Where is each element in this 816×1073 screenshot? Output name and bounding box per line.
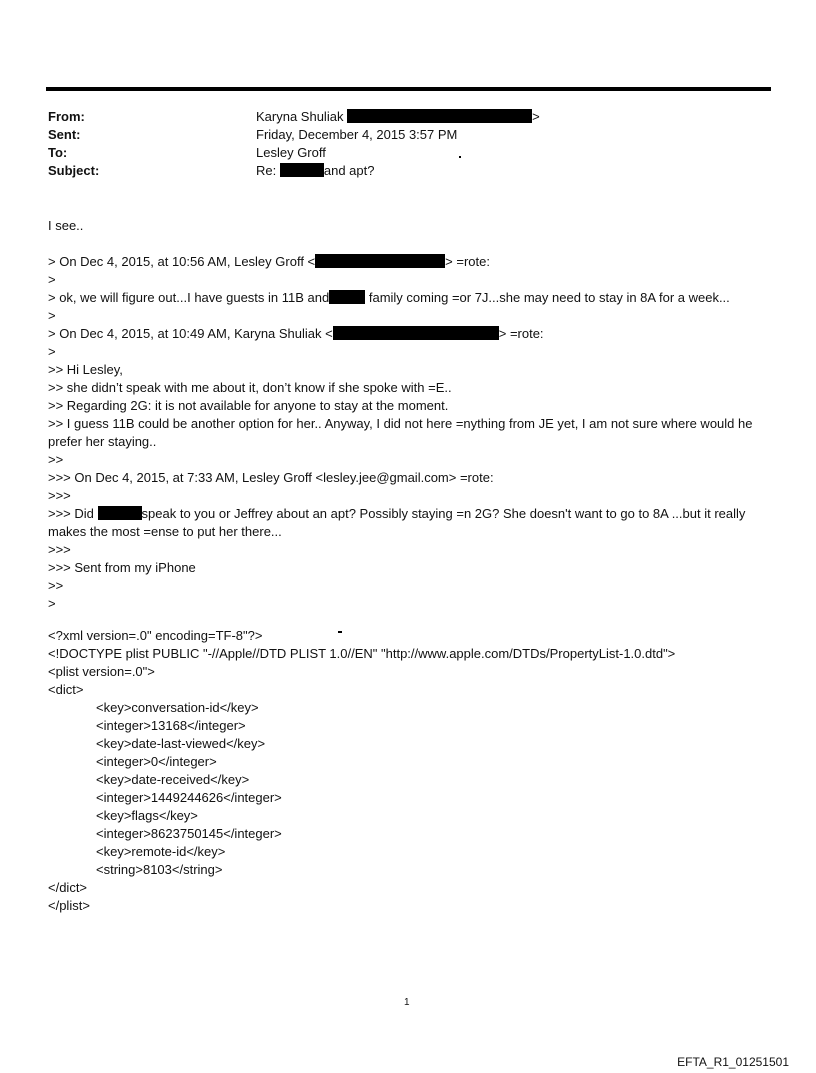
page-number: 1 xyxy=(404,997,410,1008)
plist-line: <?xml version=.0" encoding=TF-8"?> xyxy=(48,628,263,643)
body-line: >> Hi Lesley, xyxy=(48,362,123,377)
body-line: >> she didn’t speak with me about it, don’t know if she spoke with =E.. xyxy=(48,380,452,395)
quote-header-line xyxy=(48,253,778,271)
stray-mark xyxy=(459,156,461,158)
plist-line: <key>date-received</key> xyxy=(96,772,250,787)
redaction-block xyxy=(280,163,324,177)
redaction-block xyxy=(333,326,499,340)
quote-header-text: > On Dec 4, 2015, at 10:49 AM, Karyna Shuliak < xyxy=(48,326,333,341)
redaction-block xyxy=(98,506,142,520)
body-line: >> xyxy=(48,452,64,467)
from-close: > xyxy=(532,109,540,124)
quote-header-text: > On Dec 4, 2015, at 10:56 AM, Lesley Groff < xyxy=(48,254,316,269)
plist-line: <!DOCTYPE plist PUBLIC "-//Apple//DTD PLIST 1.0//EN" "http://www.apple.com/DTDs/PropertyList-1.0.dtd"> xyxy=(48,646,676,661)
body-line: >>> xyxy=(48,542,71,557)
from-value xyxy=(256,108,540,126)
body-line xyxy=(48,289,778,307)
body-line: > xyxy=(48,272,56,287)
plist-block xyxy=(48,627,675,915)
quote-header-line xyxy=(48,325,778,343)
plist-line: <dict> xyxy=(48,682,84,697)
body-text: > ok, we will figure out...I have guests in 11B and xyxy=(48,290,330,305)
body-line xyxy=(48,505,778,541)
sent-value: Friday, December 4, 2015 3:57 PM xyxy=(256,127,458,142)
from-label: From: xyxy=(48,109,85,124)
plist-line: <key>remote-id</key> xyxy=(96,844,226,859)
subject-value xyxy=(256,162,374,180)
redaction-block xyxy=(315,254,445,268)
body-line: >> I guess 11B could be another option for her.. Anyway, I did not here =nything from JE yet, I am not sure where would he prefer her staying.. xyxy=(48,416,753,449)
quote-header-suffix: > =rote: xyxy=(498,326,544,341)
body-line: >> Regarding 2G: it is not available for anyone to stay at the moment. xyxy=(48,398,449,413)
plist-line: <key>conversation-id</key> xyxy=(96,700,259,715)
redaction-block xyxy=(347,109,532,123)
plist-line: <plist version=.0"> xyxy=(48,664,155,679)
body-line: >>> xyxy=(48,488,71,503)
body-line: I see.. xyxy=(48,218,84,233)
plist-line: </plist> xyxy=(48,898,90,913)
sent-label: Sent: xyxy=(48,127,81,142)
plist-line: <integer>1449244626</integer> xyxy=(96,790,282,805)
to-value: Lesley Groff xyxy=(256,145,326,160)
quote-header-suffix: > =rote: xyxy=(445,254,490,269)
body-text: speak to you or Jeffrey about an apt? Possibly staying =n 2G? She doesn't want to go to 8A ...but it really makes the most =ense to put her there... xyxy=(48,506,746,539)
plist-line: <key>flags</key> xyxy=(96,808,198,823)
plist-line: <key>date-last-viewed</key> xyxy=(96,736,266,751)
plist-line: <string>8103</string> xyxy=(96,862,223,877)
plist-line: <integer>8623750145</integer> xyxy=(96,826,282,841)
plist-line: <integer>13168</integer> xyxy=(96,718,246,733)
email-body xyxy=(48,217,778,613)
document-id: EFTA_R1_01251501 xyxy=(677,1055,789,1069)
sender-name: Karyna Shuliak xyxy=(256,109,344,124)
body-line: > xyxy=(48,596,56,611)
quote-header-line: >>> On Dec 4, 2015, at 7:33 AM, Lesley Groff <lesley.jee@gmail.com> =rote: xyxy=(48,470,494,485)
plist-line: <integer>0</integer> xyxy=(96,754,217,769)
subject-label: Subject: xyxy=(48,163,100,178)
body-line: > xyxy=(48,308,56,323)
subject-suffix: and apt? xyxy=(323,163,375,178)
subject-prefix: Re: xyxy=(256,163,277,178)
to-label: To: xyxy=(48,145,68,160)
redaction-block xyxy=(329,290,365,304)
body-text: family coming =or 7J...she may need to stay in 8A for a week... xyxy=(368,290,730,305)
body-line: >> xyxy=(48,578,64,593)
plist-line: </dict> xyxy=(48,880,88,895)
header-rule xyxy=(46,87,771,91)
body-line: >>> Sent from my iPhone xyxy=(48,560,196,575)
body-line: > xyxy=(48,344,56,359)
body-text: >>> Did xyxy=(48,506,94,521)
